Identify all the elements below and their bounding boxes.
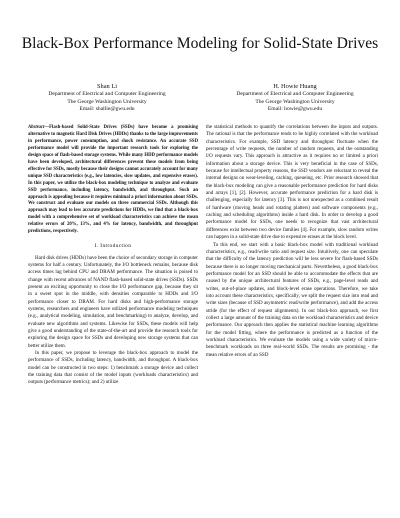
- abstract-text: —Flash-based Solid-State Drives (SSDs) have become a promising alternative to magnetic Hard Disk Drives (HDDs) thanks to the large improvements in performance, power consumption, and shock resistance. An accurate SSD performance model will provide the important research tools for exploring the design space of flash-based storage systems. While many HDD performance models have been developed, architectural differences prevent these models from being effective for SSDs, mostly because their designs cannot accurately account for many unique SSD characteristics (e.g., low latencies, slow updates, and expensive erases). In this paper, we utilize the black-box modeling technique to analyze and evaluate SSD performance, including latency, bandwidth, and throughput. Such an approach is appealing because it requires minimal a priori information about SSDs. We construct and evaluate our models on three commercial SSDs. Although this approach may lead to less accurate predictions for HDDs, we find that a black-box model with a comprehensive set of workload characteristics can achieve the mean relative errors of 20%, 13%, and 4% for latency, bandwidth, and throughput predictions, respectively.: [28, 125, 198, 235]
- left-column: [28, 125, 198, 387]
- right-column: [206, 124, 378, 359]
- author-email: Email: howie@gwu.edu: [267, 106, 323, 113]
- author-university: The George Washington University: [255, 98, 335, 105]
- author-block-2: [206, 82, 384, 114]
- intro-paragraph-1: Hard disk drives (HDDs) have been the choice of secondary storage in computer systems for half a century. Unfortunately, the I/O bottleneck remains, because disk access times lag behind CPU and DRAM performance. The situation is poised to change with recent advances of NAND flash-based solid-state drives (SSDs). SSDs present an exciting opportunity to close the I/O performance gap, because they sit in a sweet spot in the middle, with densities comparable to HDDs and I/O performance closer to DRAM. For hard disks and high-performance storage systems, researchers and engineers have utilized performance modeling techniques (e.g., analytical modeling, simulation, and benchmarking) to analyze, develop, and evaluate new algorithms and systems. Likewise for SSDs, these models will help give a good understanding of the state-of-the-art and provide the research tools for exploring the design space for SSDs and developing new storage systems that can better utilize them.: [28, 254, 198, 349]
- author-email: Email: shallie@gwu.edu: [79, 106, 135, 113]
- author-block-1: [18, 82, 196, 114]
- author-name: H. Howie Huang: [273, 83, 317, 90]
- right-paragraph-1: the statistical methods to quantify the correlations between the inputs and outputs. The rational is that the performance tends to be highly correlated with the workload characteristics. For example, SSD latency and throughput fluctuate when the percentage of write requests, the number of random requests, and the outstanding I/O requests vary. This approach is attractive as it requires no or limited a priori information about a storage device. This is very beneficial in the case of SSDs, because for intellectual property reasons, the SSD vendors are reluctant to reveal the internal designs on wear-leveling, caching, queueing, etc. Prior research showed that the black-box modeling can give a reasonable performance prediction for hard disks and arrays [1], [2]. However, accurate performance prediction for a hard disk is challenging, especially for latency [3]. This is not unexpected as a combined result of hardware (moving heads and rotating platters) and software components (e.g., caching and scheduling algorithms) inside a hard disk. In order to develop a good performance model for SSDs, one needs to recognize that vast architectural differences exist between two device families [4]. For example, slow random writes can happen in a solid-state drive due to expensive erases at the block level.: [206, 124, 378, 241]
- author-name: Shan Li: [96, 83, 118, 90]
- right-paragraph-2: To this end, we start with a basic black-box model with traditional workload characteristics, e.g., read/write ratio and request size. Intuitively, one can speculate that the difficulty of the latency prediction will be less severe for flash-based SSDs because there is no longer moving mechanical parts. Nevertheless, a good black-box performance model for an SSD should be able to accommodate the effects that are caused by the unique architectural features of SSDs, e.g., page-level reads and writes, out-of-place updates, and block-level erase operations. Therefore, we take into account these characteristics, specifically, we split the request size into read and write sizes (because of SSD asymmetric read/write performance), and add the access stride (for the effect of request alignments). In our black-box approach, we first collect a large amount of the training data on the workload characteristics and device performance. Our approach then applies the statistical machine learning algorithms for the model fitting, where the performance is predicted as a function of the workload characteristics. We evaluate the models using a wide variety of micro-benchmark workloads on three real-world SSDs. The results are promising - the mean relative errors of an SSD: [206, 241, 378, 358]
- author-department: Department of Electrical and Computer Engineering: [48, 91, 166, 97]
- abstract: [28, 125, 198, 236]
- intro-paragraph-2: In this paper, we propose to leverage the black-box approach to model the performance of SSDs, including latency, bandwidth, and throughput. A black-box model can be constructed in two steps: 1) benchmark a storage device and collect the training data that consist of the model inputs (workloads characteristics) and outputs (performance metrics); and 2) utilize: [28, 350, 198, 386]
- abstract-lead: Abstract: [28, 125, 45, 130]
- author-university: The George Washington University: [67, 98, 147, 105]
- section-heading-introduction: I. Introduction: [94, 243, 132, 250]
- paper-title: Black-Box Performance Modeling for Solid-State Drives: [21, 35, 379, 52]
- author-department: Department of Electrical and Computer Engineering: [236, 91, 354, 97]
